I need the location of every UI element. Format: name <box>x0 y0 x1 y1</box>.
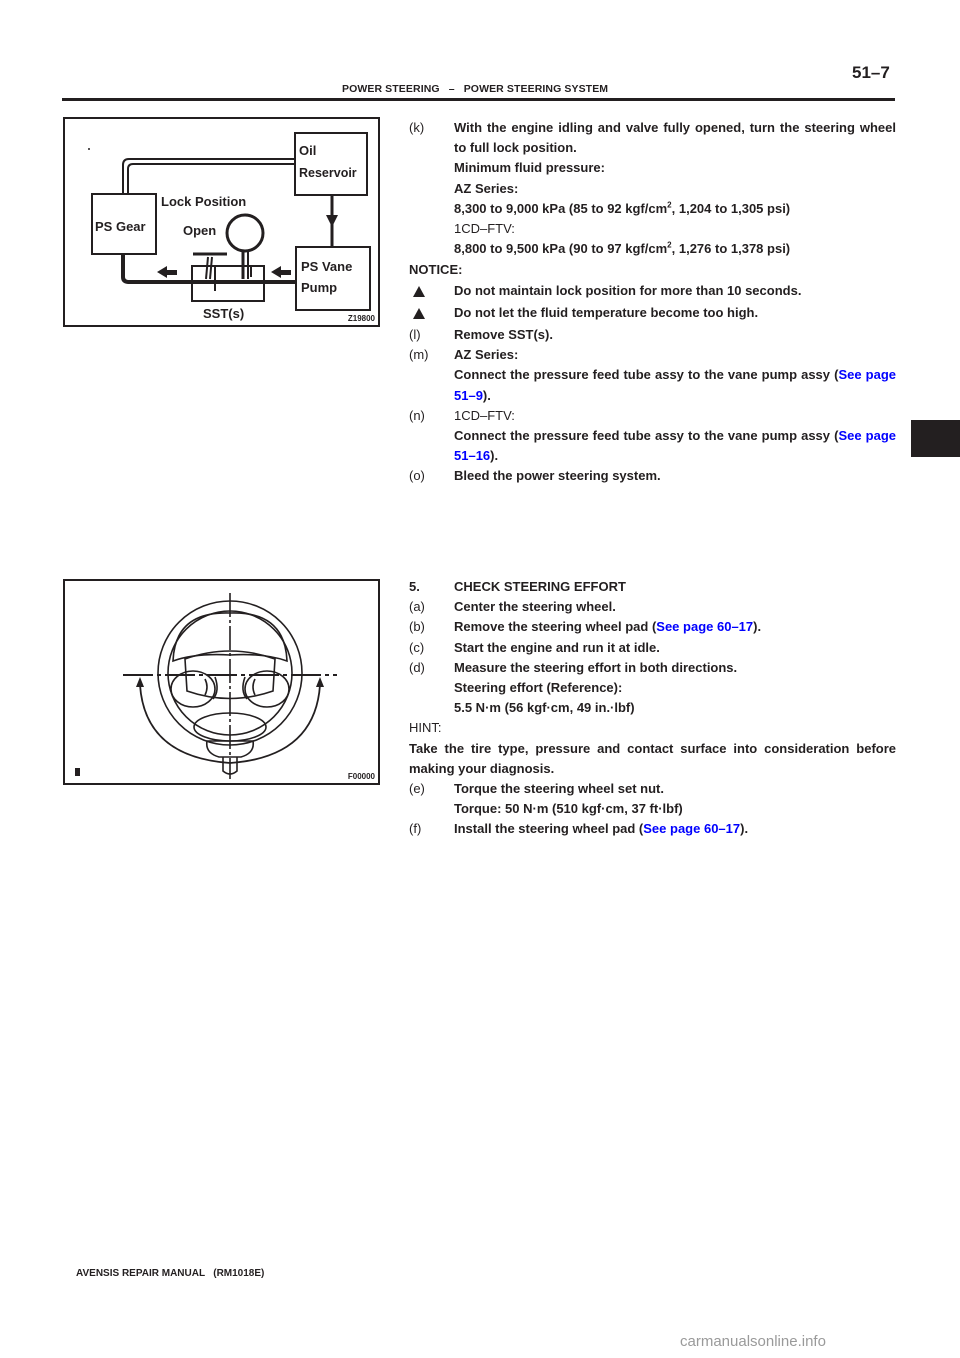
step-text: Bleed the power steering system. <box>454 468 661 484</box>
header-divider <box>62 98 895 101</box>
spec-value: 5.5 N·m (56 kgf·cm, 49 in.·lbf) <box>454 700 635 716</box>
step-n <box>409 406 896 426</box>
torque-spec: Torque: 50 N·m (510 kgf·cm, 37 ft·lbf) <box>454 801 683 817</box>
step-label: (d) <box>409 659 425 675</box>
step-label: (b) <box>409 619 425 635</box>
step-label: (e) <box>409 781 425 797</box>
effort-arrow-left <box>136 677 144 687</box>
step-label: (c) <box>409 639 425 655</box>
label-open: Open <box>183 223 217 238</box>
label-sst: SST(s) <box>203 306 245 321</box>
step-c <box>409 638 896 658</box>
section-check-steering-effort <box>409 577 896 840</box>
see-page-link[interactable]: See page 60–17 <box>656 619 754 635</box>
section-index-tab <box>911 420 960 457</box>
figure-id: F00000 <box>347 772 375 781</box>
flow-arrow-left-2 <box>271 266 291 278</box>
manual-footer: AVENSIS REPAIR MANUAL (RM1018E) <box>76 1268 265 1279</box>
ps-vane-pump-box <box>296 247 370 310</box>
step-l <box>409 325 896 345</box>
label-lock-position: Lock Position <box>161 194 247 209</box>
step-label: (a) <box>409 599 425 615</box>
step-label: (o) <box>409 468 425 484</box>
step-m <box>409 345 896 365</box>
watermark: carmanualsonline.info <box>680 1333 826 1350</box>
hydraulic-circuit-drawing <box>65 119 378 325</box>
label-ps-gear: PS Gear <box>95 219 146 234</box>
warning-triangle-icon <box>413 286 425 297</box>
step-n-text: Connect the pressure feed tube assy to the vane pump assy (See page 51–16). <box>454 428 896 464</box>
step-text: Torque the steering wheel set nut. <box>454 781 664 797</box>
hint-text: Take the tire type, pressure and contact surface into consideration before making your diagnosis. <box>409 740 896 776</box>
step-d <box>409 658 896 678</box>
spec-1cd-value: 8,800 to 9,500 kPa (90 to 97 kgf/$cm^2$, 1,276 to 1,378 psi) <box>454 240 791 257</box>
step-text: Center the steering wheel. <box>454 599 616 615</box>
step-a <box>409 597 896 617</box>
spec-az-value: 8,300 to 9,000 kPa (85 to 92 kgf/$cm^2$, 1,204 to 1,305 psi) <box>454 200 791 216</box>
spec-1cd-label: 1CD–FTV: <box>454 221 515 237</box>
page-number: 51–7 <box>852 63 890 82</box>
see-page-link[interactable]: See page 51–16 <box>454 428 896 464</box>
figure-pressure-test-diagram <box>63 117 380 327</box>
steering-wheel-drawing <box>65 581 378 783</box>
spec-title: Minimum fluid pressure: <box>454 160 605 176</box>
spec-title: Steering effort (Reference): <box>454 680 623 696</box>
step-label: (f) <box>409 821 422 837</box>
step-label: (m) <box>409 347 429 363</box>
figure-id: Z19800 <box>347 314 375 323</box>
label-reservoir: Reservoir <box>299 166 357 180</box>
figure-steering-wheel <box>63 579 380 785</box>
label-ps-vane: PS Vane <box>301 259 353 274</box>
label-oil: Oil <box>299 143 317 158</box>
step-label: (l) <box>409 327 421 343</box>
step-label: (k) <box>409 120 425 135</box>
notice-text: Do not maintain lock position for more than 10 seconds. <box>454 282 802 298</box>
step-title: AZ Series: <box>454 347 519 363</box>
section-header-title: POWER STEERING – POWER STEERING SYSTEM <box>342 83 609 95</box>
see-page-link[interactable]: See page 60–17 <box>643 821 741 837</box>
section-title: CHECK STEERING EFFORT <box>454 579 626 594</box>
section-number: 5. <box>409 579 420 594</box>
step-text: Install the steering wheel pad (See page 60–17). <box>454 821 749 837</box>
notice-title: NOTICE: <box>409 262 463 278</box>
step-text: Remove the steering wheel pad (See page 60–17). <box>454 619 762 635</box>
step-title: 1CD–FTV: <box>454 407 515 423</box>
procedure-steps-k-to-o <box>409 118 896 487</box>
effort-arrow-right <box>316 677 324 687</box>
warning-triangle-icon <box>413 308 425 319</box>
label-pump: Pump <box>301 280 338 295</box>
flow-arrow-left-1 <box>157 266 177 278</box>
step-f <box>409 819 896 839</box>
step-text: Start the engine and run it at idle. <box>454 639 660 655</box>
hint-title: HINT: <box>409 720 442 736</box>
flow-arrow-down <box>326 215 338 227</box>
spec-az-label: AZ Series: <box>454 180 519 196</box>
step-b <box>409 617 896 637</box>
step-m-text: Connect the pressure feed tube assy to the vane pump assy (See page 51–9). <box>454 367 896 403</box>
step-text: With the engine idling and valve fully opened, turn the steering wheel to full lock position. <box>454 120 896 156</box>
notice-item <box>409 281 896 303</box>
step-text: Remove SST(s). <box>454 327 553 343</box>
step-label: (n) <box>409 407 425 423</box>
see-page-link[interactable]: See page 51–9 <box>454 367 896 403</box>
step-o <box>409 466 896 486</box>
step-k <box>409 118 896 158</box>
step-e <box>409 779 896 799</box>
notice-text: Do not let the fluid temperature become too high. <box>454 304 759 320</box>
notice-item <box>409 303 896 325</box>
section-heading <box>409 577 896 597</box>
step-text: Measure the steering effort in both directions. <box>454 659 738 675</box>
